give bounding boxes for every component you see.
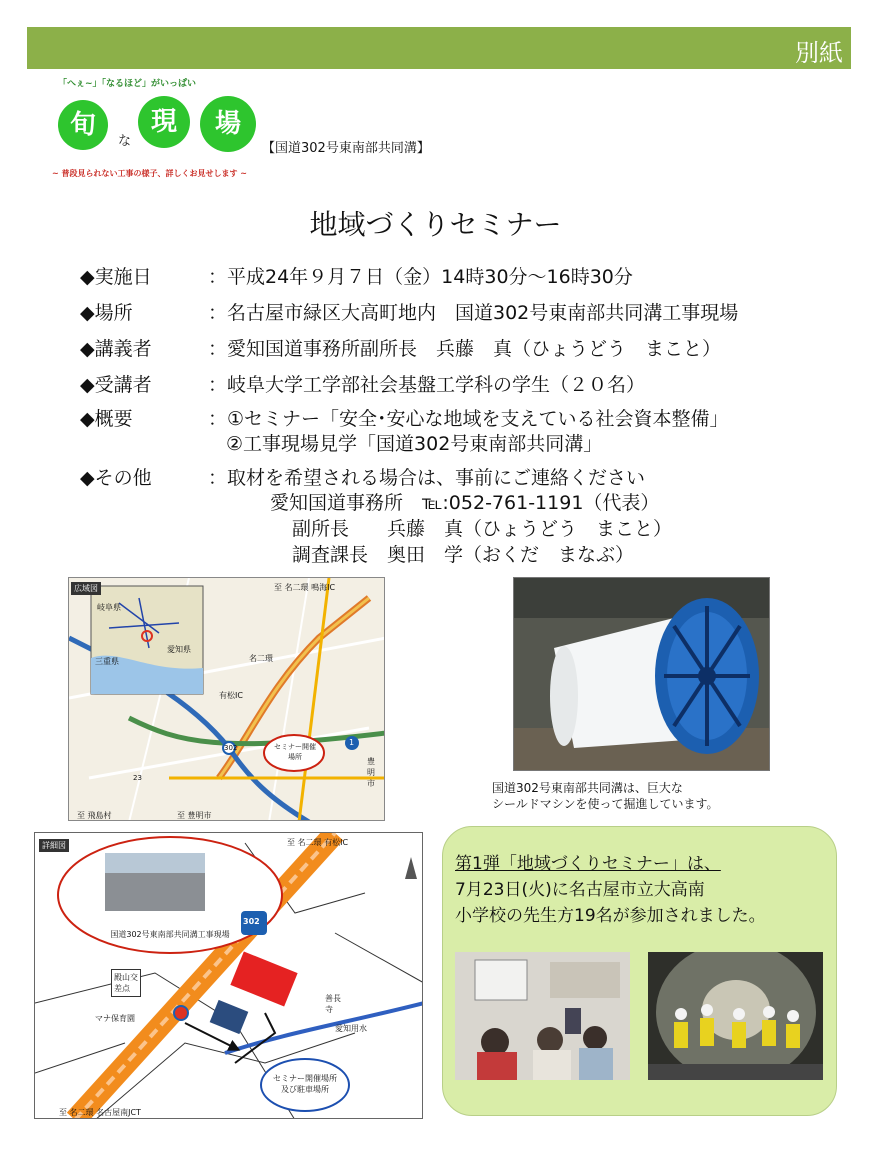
contact-chief: 調査課長 奥田 学（おくだ まなぶ） xyxy=(292,544,635,566)
detail-key: ◆概要 xyxy=(80,408,133,430)
logo-project: 【国道302号東南部共同溝】 xyxy=(262,141,430,156)
detail-key: ◆その他 xyxy=(80,467,152,489)
detail-map xyxy=(34,832,423,1119)
detail-key: ◆講義者 xyxy=(80,338,152,360)
detail-key: ◆受講者 xyxy=(80,374,152,396)
detail-value: ：平成24年９月７日（金）14時30分～16時30分 xyxy=(208,266,633,288)
detail-key: ◆場所 xyxy=(80,302,133,324)
classroom-graphic xyxy=(455,952,630,1080)
seminar-photo-classroom xyxy=(455,952,630,1080)
wide-map-label: 名二環 xyxy=(249,654,273,663)
wide-map-label: 302 xyxy=(224,744,238,752)
logo-footer: ~ 普段見られない工事の様子、詳しくお見せします ~ xyxy=(52,169,247,178)
wide-map-label: 岐阜県 xyxy=(97,603,121,612)
seminar-place-label: セミナー開催場所 xyxy=(274,743,316,761)
wide-map-label: 至 名二環 鳴海IC xyxy=(274,583,336,592)
wide-map-label: 至 飛島村 xyxy=(77,811,112,820)
photo-caption-line1: 国道302号東南部共同溝は、巨大な xyxy=(492,781,683,795)
wide-map-label: 三重県 xyxy=(95,657,119,666)
logo-circle-2: 現 xyxy=(138,96,190,148)
wide-area-map xyxy=(68,577,385,821)
annex-label: 別紙 xyxy=(795,39,843,67)
venue-label: セミナー開催場所及び駐車場所 xyxy=(273,1074,337,1094)
header-bar xyxy=(27,27,851,69)
wide-map-tag: 広域図 xyxy=(71,582,101,595)
detail-value: ：①セミナー「安全･安心な地域を支えている社会資本整備」 xyxy=(208,408,729,430)
tunnel-graphic xyxy=(648,952,823,1080)
detail-map-graphic xyxy=(35,833,423,1119)
site-label: 国道302号東南部共同溝工事現場 xyxy=(110,930,230,939)
detail-value: ：取材を希望される場合は、事前にご連絡ください xyxy=(208,467,646,489)
logo-tagline: 「へぇ~」「なるほど」がいっぱい xyxy=(58,79,197,89)
wide-map-label: 豊明市 xyxy=(367,757,375,788)
intersection-label: 殿山交差点 xyxy=(111,969,141,997)
detail-map-top-label: 至 名二環 有松IC xyxy=(287,838,349,847)
shield-machine-photo xyxy=(513,577,770,771)
bubble-line1: 第1弾「地域づくりセミナー」は、 xyxy=(455,854,721,874)
contact-deputy: 副所長 兵藤 真（ひょうどう まこと） xyxy=(292,518,673,540)
bubble-line3: 小学校の先生方19名が参加されました。 xyxy=(455,906,766,926)
logo-circle-3: 場 xyxy=(200,96,256,152)
detail-map-label: 愛知用水 xyxy=(335,1024,367,1033)
detail-map-label: マナ保育園 xyxy=(95,1014,135,1023)
detail-map-tag: 詳細図 xyxy=(39,839,69,852)
photo-caption-line2: シールドマシンを使って掘進しています。 xyxy=(492,797,719,811)
page-title: 地域づくりセミナー xyxy=(309,208,562,241)
route-shield: 302 xyxy=(243,917,260,926)
logo-circle-1: 旬 xyxy=(58,100,108,150)
detail-map-bottom-label: 至 名二環 名古屋南JCT xyxy=(59,1108,141,1117)
detail-key: ◆実施日 xyxy=(80,266,152,288)
wide-map-label: 有松IC xyxy=(219,691,243,700)
wide-map-label: 愛知県 xyxy=(167,645,191,654)
contact-office: 愛知国道事務所 ℡:052-761-1191（代表） xyxy=(270,492,660,514)
detail-map-label: 善長寺 xyxy=(325,994,341,1014)
wide-map-label: 23 xyxy=(133,774,142,782)
detail-value: ：名古屋市緑区大高町地内 国道302号東南部共同溝工事現場 xyxy=(208,302,739,324)
bubble-line2: 7月23日(火)に名古屋市立大高南 xyxy=(455,880,705,900)
shield-machine-graphic xyxy=(514,578,770,771)
first-seminar-bubble xyxy=(442,826,837,1116)
detail-value: ：岐阜大学工学部社会基盤工学科の学生（２０名） xyxy=(208,374,646,396)
detail-value: ：愛知国道事務所副所長 兵藤 真（ひょうどう まこと） xyxy=(208,338,722,360)
wide-map-label: 至 豊明市 xyxy=(177,811,212,820)
wide-map-label: 1 xyxy=(349,738,355,747)
logo-na: な xyxy=(118,134,132,149)
detail-summary-line2: ②工事現場見学「国道302号東南部共同溝」 xyxy=(226,433,603,455)
seminar-photo-tunnel xyxy=(648,952,823,1080)
